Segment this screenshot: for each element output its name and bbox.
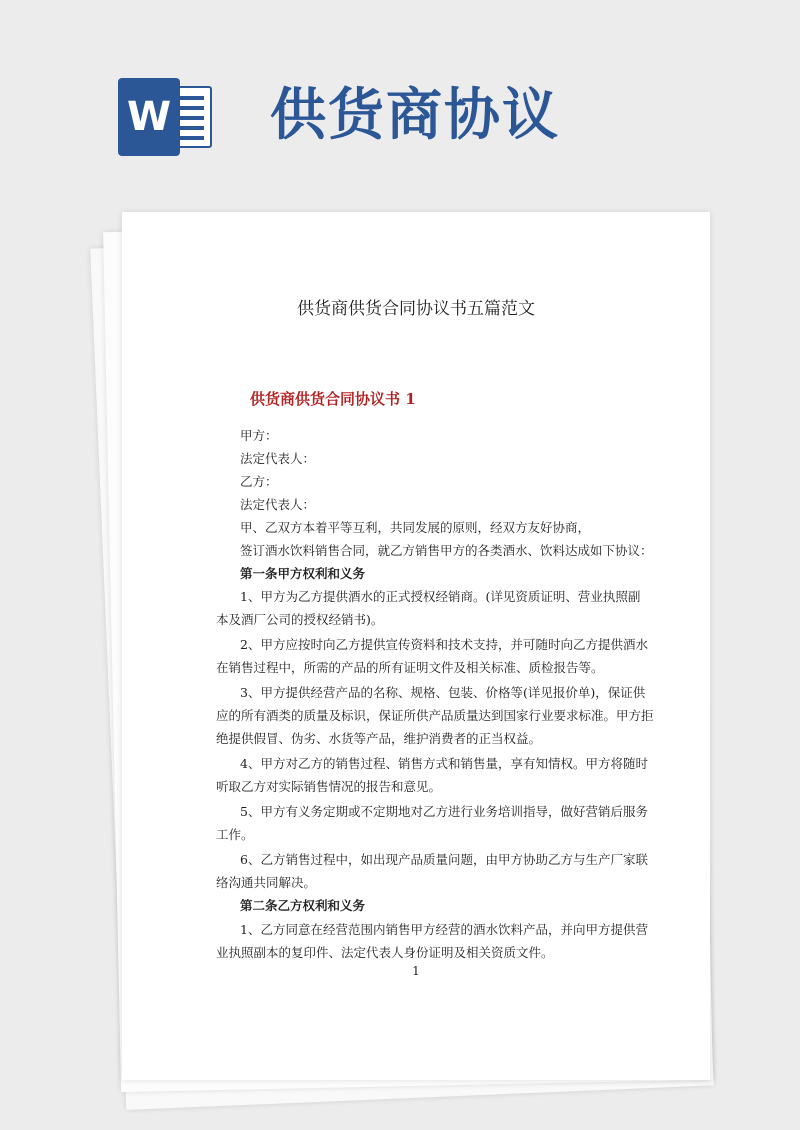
document-page [122,212,710,1080]
clause-line: 工作。 [216,827,254,842]
party-a-representative-line: 法定代表人： [240,451,316,466]
clause-line: 1、乙方同意在经营范围内销售甲方经营的酒水饮料产品，并向甲方提供营 [240,922,648,937]
clause-line: 本及酒厂公司的授权经销书)。 [216,612,384,627]
header-banner [0,0,800,200]
clause-line: 听取乙方对实际销售情况的报告和意见。 [216,779,442,794]
clause-line: 3、甲方提供经营产品的名称、规格、包装、价格等(详见报价单)，保证供 [240,685,646,700]
document-title: 供货商供货合同协议书五篇范文 [297,299,535,319]
clause-line: 业执照副本的复印件、法定代表人身份证明及相关资质文件。 [216,945,554,960]
clause-line: 络沟通共同解决。 [216,875,317,890]
clause-line: 2、甲方应按时向乙方提供宣传资料和技术支持，并可随时向乙方提供酒水 [240,637,648,652]
clause-line: 在销售过程中，所需的产品的所有证明文件及相关标准、质检报告等。 [216,660,604,675]
preamble-line: 甲、乙双方本着平等互利，共同发展的原则，经双方友好协商， [240,520,591,535]
clause-line: 6、乙方销售过程中，如出现产品质量问题，由甲方协助乙方与生产厂家联 [240,852,648,867]
clause-line: 4、甲方对乙方的销售过程、销售方式和销售量，享有知情权。甲方将随时 [240,756,648,771]
page-number: 1 [412,964,420,978]
word-icon [118,78,214,156]
party-b-representative-line: 法定代表人： [240,497,316,512]
section-title: 供货商供货合同协议书 1 [250,390,416,408]
party-a-line: 甲方： [240,428,278,443]
clause-line: 1、甲方为乙方提供酒水的正式授权经销商。(详见资质证明、营业执照副 [240,589,641,604]
clause-line: 绝提供假冒、伪劣、水货等产品，维护消费者的正当权益。 [216,731,542,746]
preamble-line: 签订酒水饮料销售合同，就乙方销售甲方的各类酒水、饮料达成如下协议： [240,543,653,558]
party-b-line: 乙方： [240,474,278,489]
clause-line: 应的所有酒类的质量及标识，保证所供产品质量达到国家行业要求标准。甲方拒 [216,708,654,723]
header-title: 供货商协议 [270,83,560,148]
article-heading: 第二条乙方权利和义务 [240,898,366,913]
clause-line: 5、甲方有义务定期或不定期地对乙方进行业务培训指导，做好营销后服务 [240,804,648,819]
word-icon-letter: W [118,78,180,156]
article-heading: 第一条甲方权利和义务 [240,566,366,581]
